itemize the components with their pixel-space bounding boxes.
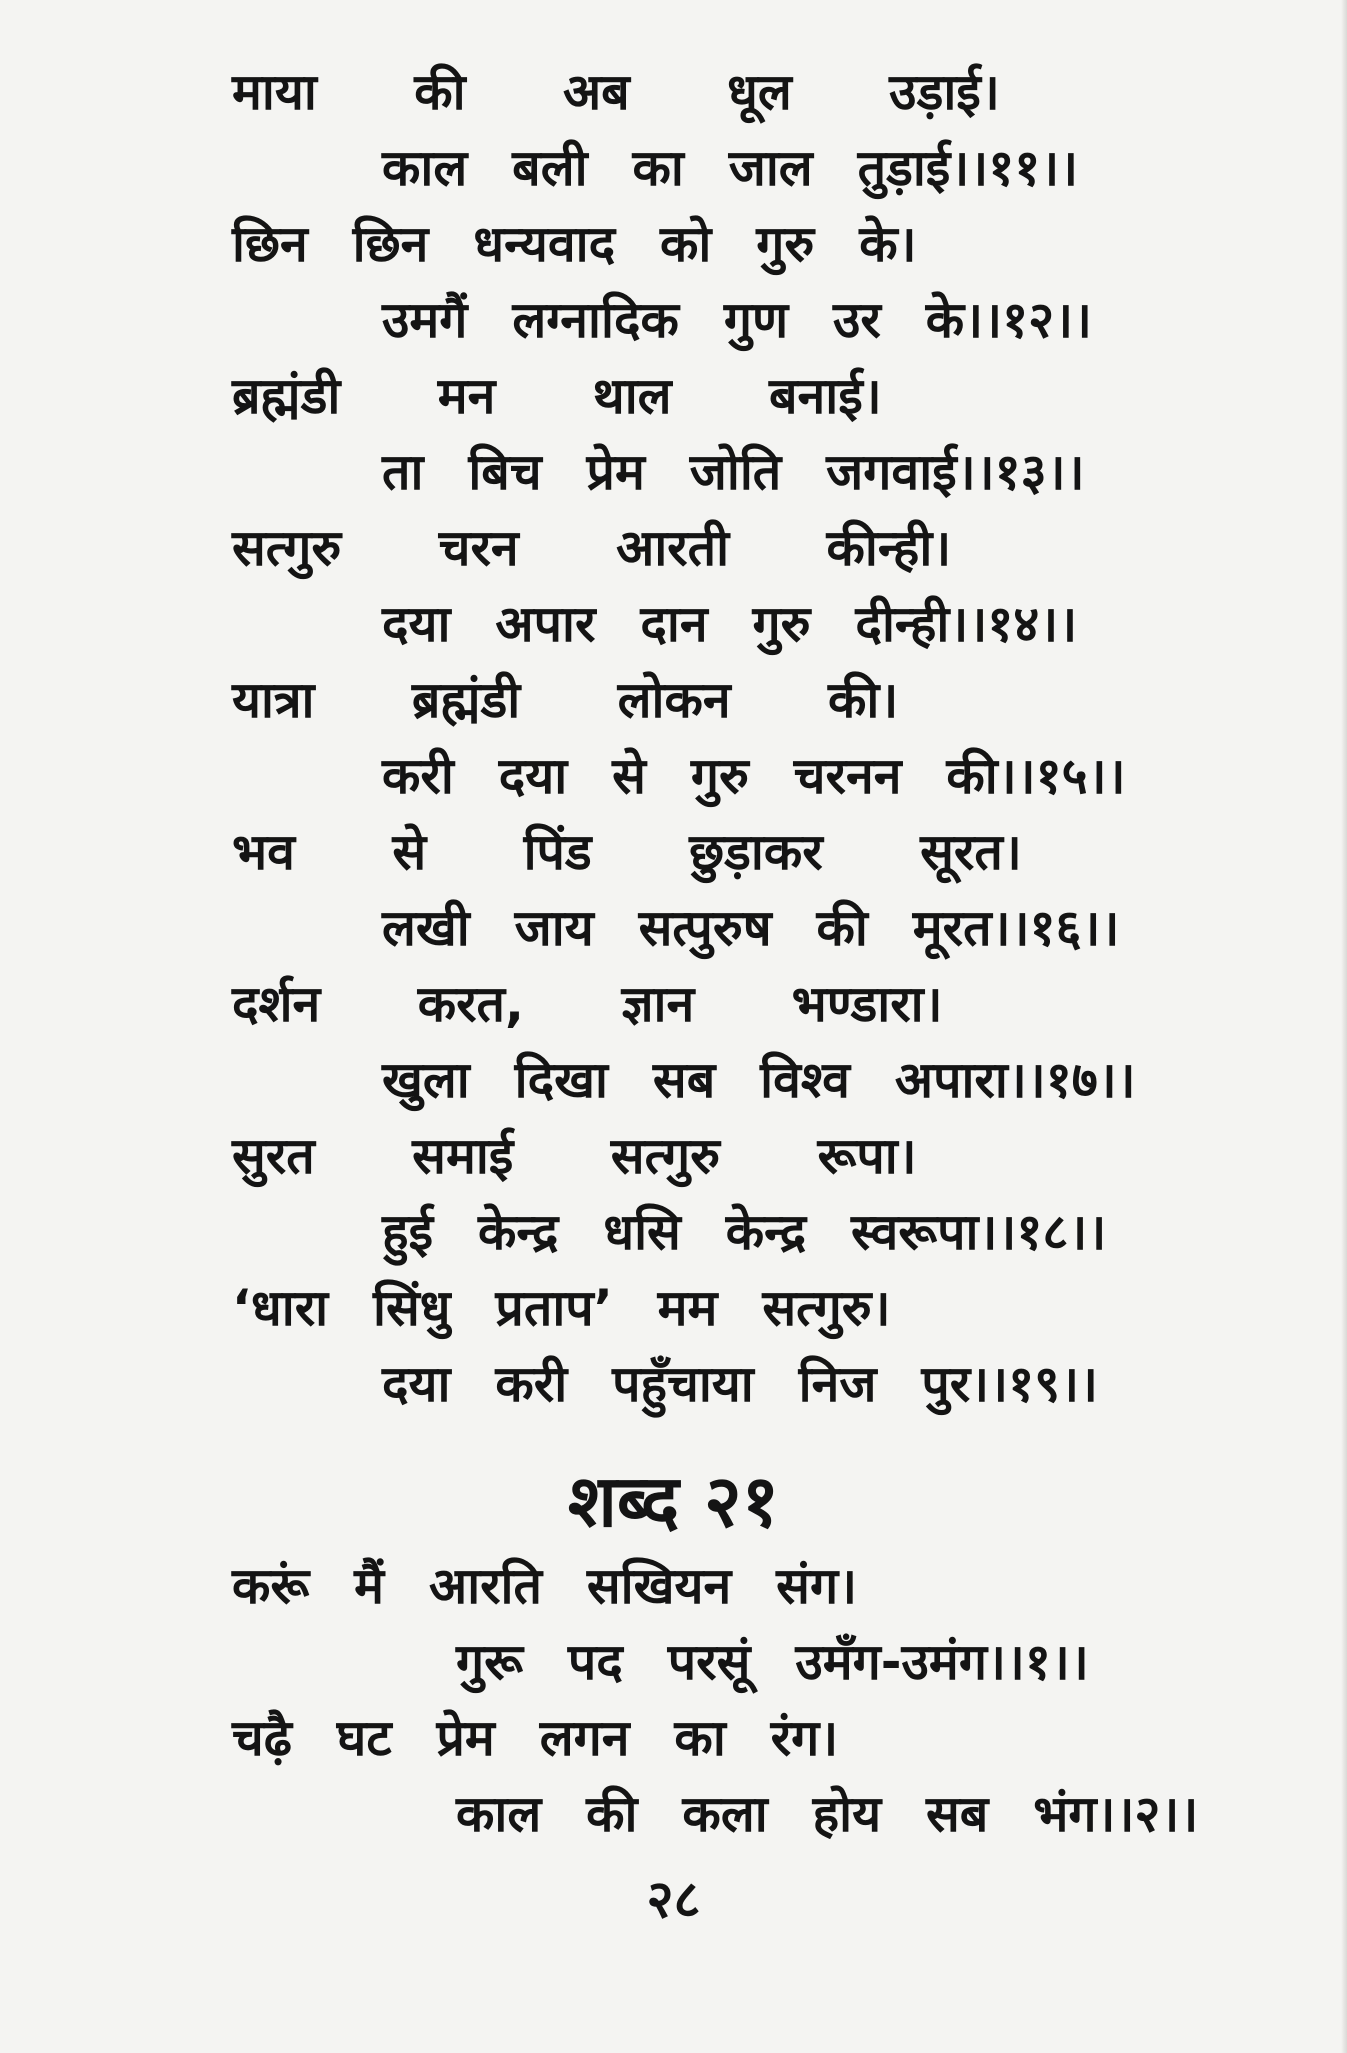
verse-line: खुला दिखा सब विश्व अपारा।।१७।। xyxy=(382,1051,1136,1109)
verse-line: भव से पिंड छुड़ाकर सूरत। xyxy=(232,823,1022,881)
verse-line: दर्शन करत, ज्ञान भण्डारा। xyxy=(232,975,943,1033)
verse-line: दया करी पहुँचाया निज पुर।।१९।। xyxy=(382,1355,1098,1413)
verse-line: चढ़ै घट प्रेम लगन का रंग। xyxy=(232,1709,839,1767)
verse-line: उमगैं लग्नादिक गुण उर के।।१२।। xyxy=(382,291,1092,349)
verse-line: छिन छिन धन्यवाद को गुरु के। xyxy=(232,215,917,273)
section-heading: शब्द २१ xyxy=(567,1459,780,1543)
page-edge-shadow xyxy=(1341,0,1347,2053)
verse-line: ‘धारा सिंधु प्रताप’ मम सत्गुरु। xyxy=(232,1279,891,1337)
verse-line: सत्गुरु चरन आरती कीन्ही। xyxy=(232,519,952,577)
verse-line: ब्रह्मंडी मन थाल बनाई। xyxy=(232,367,882,425)
verse-line: काल बली का जाल तुड़ाई।।११।। xyxy=(382,139,1079,197)
verse-line: ता बिच प्रेम जोति जगवाई।।१३।। xyxy=(382,443,1085,501)
verse-line: करी दया से गुरु चरनन की।।१५।। xyxy=(382,747,1126,805)
verse-line: दया अपार दान गुरु दीन्ही।।१४।। xyxy=(382,595,1078,653)
verse-line: काल की कला होय सब भंग।।२।। xyxy=(456,1785,1199,1843)
verse-line: माया की अब धूल उड़ाई। xyxy=(232,63,1000,121)
verse-line: करूं मैं आरति सखियन संग। xyxy=(232,1557,858,1615)
verse-line: लखी जाय सत्पुरुष की मूरत।।१६।। xyxy=(382,899,1120,957)
verse-line: यात्रा ब्रह्मंडी लोकन की। xyxy=(232,671,899,729)
page-number: २८ xyxy=(646,1870,701,1930)
verse-line: गुरू पद परसूं उमँग-उमंग।।१।। xyxy=(456,1633,1089,1691)
verse-line: हुई केन्द्र धसि केन्द्र स्वरूपा।।१८।। xyxy=(382,1203,1107,1261)
verse-line: सुरत समाई सत्गुरु रूपा। xyxy=(232,1127,917,1185)
